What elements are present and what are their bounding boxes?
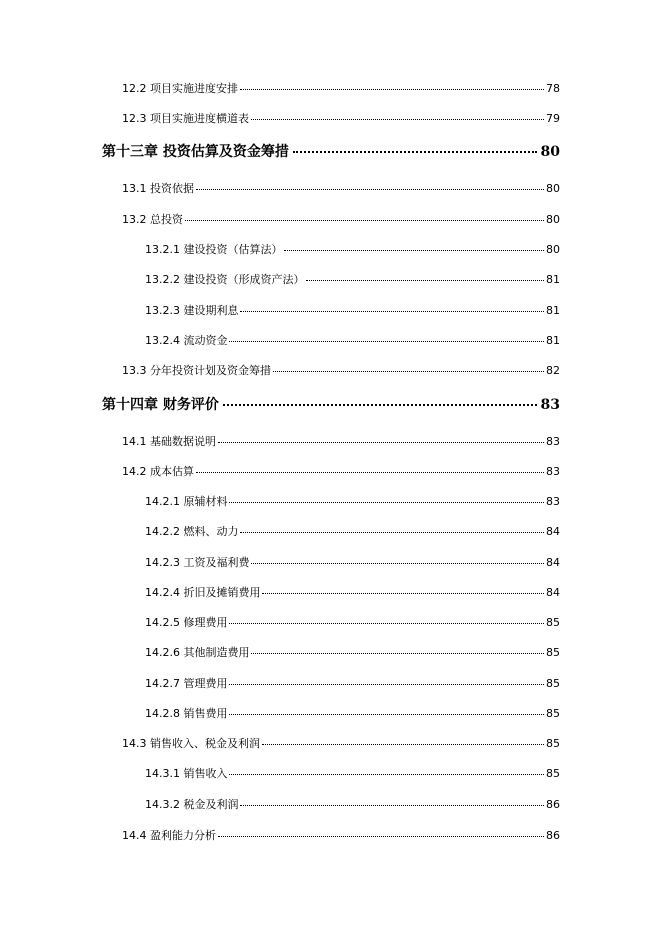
toc-entry-14-2-7[interactable] (145, 675, 560, 691)
toc-chapter-14[interactable] (102, 394, 560, 414)
toc-chapter-13[interactable] (102, 141, 560, 161)
toc-entry-page: 85 (546, 767, 560, 780)
toc-entry-title: 14.2.7 管理费用 (145, 677, 228, 690)
dot-leader (229, 623, 544, 624)
toc-entry-14-2[interactable] (122, 463, 560, 479)
toc-entry-page: 85 (546, 707, 560, 720)
toc-entry-page: 81 (546, 273, 560, 286)
toc-entry-title: 14.2.3 工资及福利费 (145, 556, 250, 569)
toc-entry-title: 14.2.2 燃料、动力 (145, 525, 239, 538)
toc-entry-title: 13.3 分年投资计划及资金筹措 (122, 364, 271, 377)
toc-entry-page: 79 (546, 112, 560, 125)
toc-entry-title: 13.2.2 建设投资（形成资产法） (145, 273, 305, 286)
toc-entry-page: 86 (546, 829, 560, 842)
dot-leader (240, 805, 544, 806)
toc-entry-14-3[interactable] (122, 735, 560, 751)
dot-leader (223, 404, 537, 406)
dot-leader (196, 189, 544, 190)
toc-entry-page: 81 (546, 334, 560, 347)
dot-leader (293, 151, 537, 153)
toc-entry-13-2-4[interactable] (145, 332, 560, 348)
toc-entry-14-1[interactable] (122, 433, 560, 449)
toc-entry-page: 80 (546, 213, 560, 226)
toc-entry-13-2-3[interactable] (145, 302, 560, 318)
toc-entry-title: 14.3 销售收入、税金及利润 (122, 737, 260, 750)
toc-entry-14-2-8[interactable] (145, 705, 560, 721)
dot-leader (240, 311, 544, 312)
toc-entry-14-2-6[interactable] (145, 644, 560, 660)
toc-entry-14-3-1[interactable] (145, 765, 560, 781)
toc-entry-14-4[interactable] (122, 827, 560, 843)
dot-leader (240, 532, 544, 533)
toc-entry-title: 14.2.5 修理费用 (145, 616, 228, 629)
dot-leader (229, 341, 544, 342)
dot-leader (229, 774, 544, 775)
toc-entry-title: 14.3.2 税金及利润 (145, 798, 239, 811)
toc-chapter-page: 80 (540, 144, 560, 160)
toc-entry-14-2-2[interactable] (145, 523, 560, 539)
dot-leader (185, 220, 544, 221)
toc-entry-title: 13.2.1 建设投资（估算法） (145, 243, 283, 256)
toc-entry-title: 14.2.6 其他制造费用 (145, 646, 250, 659)
toc-entry-14-3-2[interactable] (145, 796, 560, 812)
toc-entry-page: 83 (546, 495, 560, 508)
dot-leader (284, 250, 544, 251)
toc-entry-page: 85 (546, 677, 560, 690)
toc-chapter-title: 第十三章 投资估算及资金筹措 (102, 144, 289, 160)
toc-entry-page: 80 (546, 182, 560, 195)
toc-entry-14-2-4[interactable] (145, 584, 560, 600)
toc-entry-page: 84 (546, 525, 560, 538)
toc-entry-12-3[interactable] (122, 110, 560, 126)
toc-entry-page: 82 (546, 364, 560, 377)
dot-leader (273, 371, 544, 372)
toc-entry-title: 12.3 项目实施进度横道表 (122, 112, 249, 125)
toc-entry-page: 84 (546, 586, 560, 599)
toc-entry-title: 14.4 盈利能力分析 (122, 829, 216, 842)
toc-entry-page: 83 (546, 435, 560, 448)
toc-entry-page: 78 (546, 82, 560, 95)
toc-entry-13-1[interactable] (122, 180, 560, 196)
dot-leader (262, 744, 544, 745)
toc-entry-13-3[interactable] (122, 362, 560, 378)
dot-leader (218, 836, 544, 837)
toc-entry-title: 14.2.1 原辅材料 (145, 495, 228, 508)
toc-entry-14-2-5[interactable] (145, 614, 560, 630)
toc-entry-title: 14.2.8 销售费用 (145, 707, 228, 720)
toc-chapter-title: 第十四章 财务评价 (102, 397, 219, 413)
toc-entry-13-2-1[interactable] (145, 241, 560, 257)
toc-entry-13-2-2[interactable] (145, 271, 560, 287)
toc-entry-page: 85 (546, 737, 560, 750)
toc-entry-title: 13.2.3 建设期利息 (145, 304, 239, 317)
dot-leader (251, 563, 544, 564)
toc-entry-page: 81 (546, 304, 560, 317)
dot-leader (196, 472, 544, 473)
toc-entry-14-2-3[interactable] (145, 554, 560, 570)
toc-entry-title: 14.1 基础数据说明 (122, 435, 216, 448)
toc-entry-page: 80 (546, 243, 560, 256)
toc-entry-title: 14.3.1 销售收入 (145, 767, 228, 780)
toc-entry-title: 14.2 成本估算 (122, 465, 194, 478)
toc-entry-14-2-1[interactable] (145, 493, 560, 509)
dot-leader (240, 89, 544, 90)
toc-entry-title: 13.2 总投资 (122, 213, 183, 226)
dot-leader (229, 684, 544, 685)
toc-entry-title: 14.2.4 折旧及摊销费用 (145, 586, 261, 599)
toc-entry-12-2[interactable] (122, 80, 560, 96)
dot-leader (218, 442, 544, 443)
toc-chapter-page: 83 (540, 397, 560, 413)
toc-entry-page: 86 (546, 798, 560, 811)
dot-leader (229, 714, 544, 715)
dot-leader (229, 502, 544, 503)
toc-entry-page: 83 (546, 465, 560, 478)
toc-entry-page: 85 (546, 646, 560, 659)
toc-entry-title: 12.2 项目实施进度安排 (122, 82, 238, 95)
dot-leader (262, 593, 544, 594)
dot-leader (306, 280, 544, 281)
toc-entry-13-2[interactable] (122, 211, 560, 227)
toc-entry-page: 84 (546, 556, 560, 569)
toc-entry-title: 13.1 投资依据 (122, 182, 194, 195)
dot-leader (251, 653, 544, 654)
toc-entry-page: 85 (546, 616, 560, 629)
toc-entry-title: 13.2.4 流动资金 (145, 334, 228, 347)
dot-leader (251, 119, 544, 120)
